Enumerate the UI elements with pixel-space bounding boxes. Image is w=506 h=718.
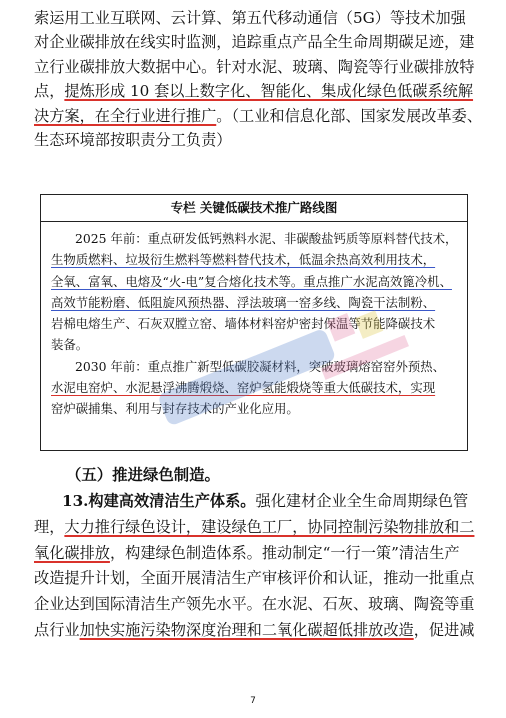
box-line: 2025 年前：重点研发低钙熟料水泥、非碳酸盐钙质等原料替代技术， — [75, 231, 458, 246]
text-line: 立行业碳排放大数据中心。针对水泥、玻璃、陶瓷等行业碳排放特 — [34, 57, 475, 76]
highlighted-text: 氧化碳排放 — [34, 543, 110, 562]
box-line: 装备。 — [51, 337, 89, 353]
highlighted-text: 决方案，在全行业进行推广 — [34, 106, 217, 125]
box-line: 高效节能粉磨、低阻旋风预热器、浮法玻璃一窑多线、陶瓷干法制粉、 — [51, 294, 436, 310]
box-line: 水泥电窑炉、水泥悬浮沸腾煅烧、窑炉氢能煅烧等重大低碳技术，实现 — [51, 380, 436, 396]
text-line — [34, 541, 482, 567]
box-line: 窑炉碳捕集、利用与封存技术的产业化应用。 — [51, 401, 299, 417]
paragraph-heading: 13.构建高效清洁生产体系。 — [62, 492, 256, 510]
text-line — [34, 515, 482, 541]
text-segment: ，促进减 — [413, 620, 475, 639]
box-line: 全氧、富氧、电熔及“火-电”复合熔化技术等。重点推广水泥高效篦冷机、 — [51, 273, 452, 289]
text-line: 企业达到国际清洁生产领先水平。在水泥、石灰、玻璃、陶瓷等重 — [34, 595, 475, 614]
text-line — [34, 618, 482, 644]
text-segment: 点， — [34, 82, 65, 101]
page-number: 7 — [250, 696, 256, 706]
text-segment: 强化建材企业全生命周期绿色管 — [255, 492, 469, 510]
section-heading: （五）推进绿色制造。 — [66, 466, 220, 484]
box-line: 岩棉电熔生产、石灰双膛立窑、墙体材料窑炉密封保温等节能降碳技术 — [51, 316, 436, 332]
text-line: 对企业碳排放在线实时监测，追踪重点产品全生命周期碳足迹，建 — [34, 33, 475, 52]
box-body — [41, 222, 467, 420]
text-segment: ，构建绿色制造体系。推动制定“一行一策”清洁生产 — [109, 543, 460, 562]
highlighted-text: 提炼形成 10 套以上数字化、智能化、集成化绿色低碳系统解 — [64, 82, 474, 101]
box-title: 专栏 关键低碳技术推广路线图 — [41, 195, 467, 222]
text-segment: 。（工业和信息化部、国家发展改革委、 — [216, 106, 483, 125]
text-segment: 点行业 — [34, 620, 80, 639]
box-line: 生物质燃料、垃圾衍生燃料等燃料替代技术，低温余热高效利用技术， — [51, 252, 436, 268]
sidebar-box — [40, 194, 468, 451]
text-line — [34, 104, 482, 128]
text-line: 生态环境部按职责分工负责） — [34, 130, 232, 149]
highlighted-text: 大力推行绿色设计，建设绿色工厂，协同控制污染物排放和二 — [64, 517, 475, 536]
text-line: 改造提升计划，全面开展清洁生产审核评价和认证，推动一批重点 — [34, 569, 475, 588]
text-line — [34, 79, 482, 103]
body-paragraph — [34, 489, 482, 644]
highlighted-text: 加快实施污染物深度治理和二氧化碳超低排放改造 — [79, 620, 414, 639]
intro-paragraph — [34, 6, 482, 152]
text-line — [34, 489, 482, 515]
box-line: 2030 年前：重点推广新型低碳胶凝材料，突破玻璃熔窑窑外预热、 — [75, 358, 446, 374]
text-segment: 理， — [34, 517, 65, 536]
text-line: 索运用工业互联网、云计算、第五代移动通信（5G）等技术加强 — [34, 9, 466, 27]
